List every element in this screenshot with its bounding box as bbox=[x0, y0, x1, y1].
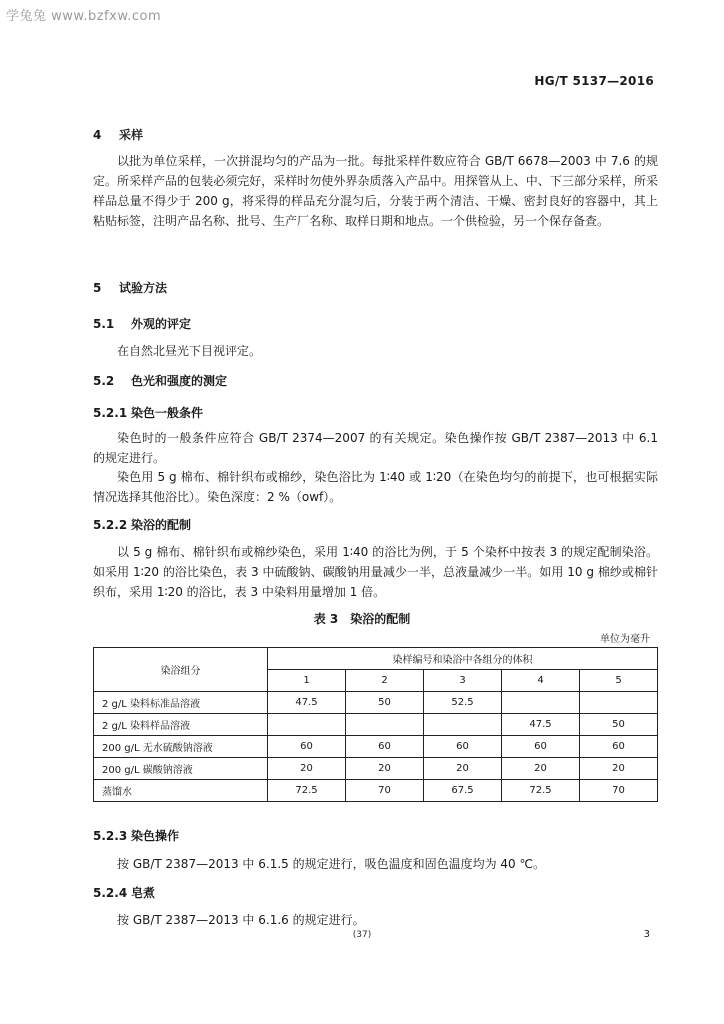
table-header-number: 4 bbox=[502, 670, 580, 692]
section-5-2-2-paragraph: 以 5 g 棉布、棉针织布或棉纱染色，采用 1∶40 的浴比为例，于 5 个染杯中按表 3 的规定配制染浴。如采用 1∶20 的浴比染色，表 3 中硫酸钠、碳酸钠用量减少一半，总液量减少一半。如用 10 g 棉纱或棉针织布，采用 1∶20 的浴比，表 3 中染料用量增加 1 倍。 bbox=[93, 545, 658, 599]
table-cell: 47.5 bbox=[268, 692, 346, 714]
section-number: 5.2.1 bbox=[93, 406, 128, 420]
table-cell: 50 bbox=[580, 714, 658, 736]
table-cell: 60 bbox=[580, 736, 658, 758]
table-cell bbox=[424, 714, 502, 736]
table-cell: 52.5 bbox=[424, 692, 502, 714]
table-header-number: 1 bbox=[268, 670, 346, 692]
section-number: 5.2.3 bbox=[93, 829, 128, 843]
table-row bbox=[94, 736, 658, 758]
section-4-heading bbox=[93, 126, 143, 143]
section-title: 染色操作 bbox=[131, 829, 180, 843]
table-cell: 60 bbox=[424, 736, 502, 758]
section-5-2-4-heading bbox=[93, 884, 155, 901]
table-row bbox=[94, 780, 658, 802]
section-5-1-heading bbox=[93, 315, 191, 332]
table-row-label: 2 g/L 染料样品溶液 bbox=[94, 714, 268, 736]
table-cell: 70 bbox=[346, 780, 424, 802]
table-3-unit: 单位为毫升 bbox=[600, 634, 650, 645]
section-number: 5.2 bbox=[93, 374, 115, 388]
table-cell bbox=[346, 714, 424, 736]
table-cell: 20 bbox=[268, 758, 346, 780]
table-cell bbox=[268, 714, 346, 736]
table-cell: 67.5 bbox=[424, 780, 502, 802]
watermark: 学兔兔 www.bzfxw.com bbox=[6, 9, 162, 24]
section-number: 5.1 bbox=[93, 317, 115, 331]
table-cell: 72.5 bbox=[502, 780, 580, 802]
section-5-heading bbox=[93, 279, 167, 296]
table-header-number: 5 bbox=[580, 670, 658, 692]
table-cell: 60 bbox=[502, 736, 580, 758]
section-number: 5.2.2 bbox=[93, 518, 128, 532]
section-title: 染浴的配制 bbox=[131, 518, 192, 532]
section-title: 采样 bbox=[119, 128, 144, 142]
table-row bbox=[94, 758, 658, 780]
table-header-row bbox=[94, 648, 658, 670]
section-4-paragraph: 以批为单位采样，一次拼混均匀的产品为一批。每批采样件数应符合 GB/T 6678—2003 中 7.6 的规定。所采样产品的包装必须完好，采样时勿使外界杂质落入产品中。用探管从上、中、下三部分采样，所采样品总量不得少于 200 g，将采得的样品充分混匀后，分装于两个清洁、干燥、密封良好的容器中，其上粘贴标签，注明产品名称、批号、生产厂名称、取样日期和地点。一个供检验，另一个保存备查。 bbox=[93, 154, 658, 228]
table-row-label: 2 g/L 染料标准品溶液 bbox=[94, 692, 268, 714]
table-header-number: 2 bbox=[346, 670, 424, 692]
table-cell: 20 bbox=[580, 758, 658, 780]
table-3 bbox=[93, 647, 658, 802]
table-header-group: 染样编号和染浴中各组分的体积 bbox=[268, 648, 658, 670]
table-cell: 20 bbox=[346, 758, 424, 780]
table-cell: 72.5 bbox=[268, 780, 346, 802]
section-5-2-heading bbox=[93, 372, 227, 389]
footer-code: (37) bbox=[352, 930, 372, 940]
section-5-2-3-text: 按 GB/T 2387—2013 中 6.1.5 的规定进行，吸色温度和固色温度均为 40 ℃。 bbox=[117, 857, 545, 871]
section-title: 外观的评定 bbox=[131, 317, 192, 331]
section-title: 试验方法 bbox=[119, 281, 168, 295]
section-5-2-3-heading bbox=[93, 827, 179, 844]
table-row-label: 200 g/L 碳酸钠溶液 bbox=[94, 758, 268, 780]
table-header-number: 3 bbox=[424, 670, 502, 692]
section-5-2-1-paragraph-2: 染色用 5 g 棉布、棉针织布或棉纱，染色浴比为 1∶40 或 1∶20（在染色均匀的前提下，也可根据实际情况选择其他浴比）。染色深度：2 %（owf）。 bbox=[93, 470, 658, 504]
table-cell bbox=[502, 692, 580, 714]
table-cell: 70 bbox=[580, 780, 658, 802]
section-number: 5.2.4 bbox=[93, 886, 128, 900]
table-cell bbox=[580, 692, 658, 714]
table-cell: 60 bbox=[268, 736, 346, 758]
section-5-2-1-paragraph-1: 染色时的一般条件应符合 GB/T 2374—2007 的有关规定。染色操作按 GB/T 2387—2013 中 6.1 的规定进行。 bbox=[93, 431, 658, 465]
table-cell: 60 bbox=[346, 736, 424, 758]
table-cell: 47.5 bbox=[502, 714, 580, 736]
section-5-1-text: 在自然北昼光下目视评定。 bbox=[117, 344, 262, 358]
section-number: 4 bbox=[93, 128, 102, 142]
table-header-component: 染浴组分 bbox=[94, 648, 268, 692]
section-title: 皂煮 bbox=[131, 886, 156, 900]
table-row-label: 蒸馏水 bbox=[94, 780, 268, 802]
table-3-caption: 表 3 染浴的配制 bbox=[313, 612, 411, 626]
page-number: 3 bbox=[643, 929, 650, 940]
section-5-2-4-text: 按 GB/T 2387—2013 中 6.1.6 的规定进行。 bbox=[117, 913, 365, 927]
table-cell: 50 bbox=[346, 692, 424, 714]
table-cell: 20 bbox=[502, 758, 580, 780]
section-5-2-2-heading bbox=[93, 516, 191, 533]
table-cell: 20 bbox=[424, 758, 502, 780]
section-title: 染色一般条件 bbox=[131, 406, 204, 420]
standard-number: HG/T 5137—2016 bbox=[534, 74, 654, 88]
section-number: 5 bbox=[93, 281, 102, 295]
table-row bbox=[94, 692, 658, 714]
section-5-2-1-heading bbox=[93, 404, 203, 421]
section-title: 色光和强度的测定 bbox=[131, 374, 228, 388]
table-row-label: 200 g/L 无水硫酸钠溶液 bbox=[94, 736, 268, 758]
table-row bbox=[94, 714, 658, 736]
